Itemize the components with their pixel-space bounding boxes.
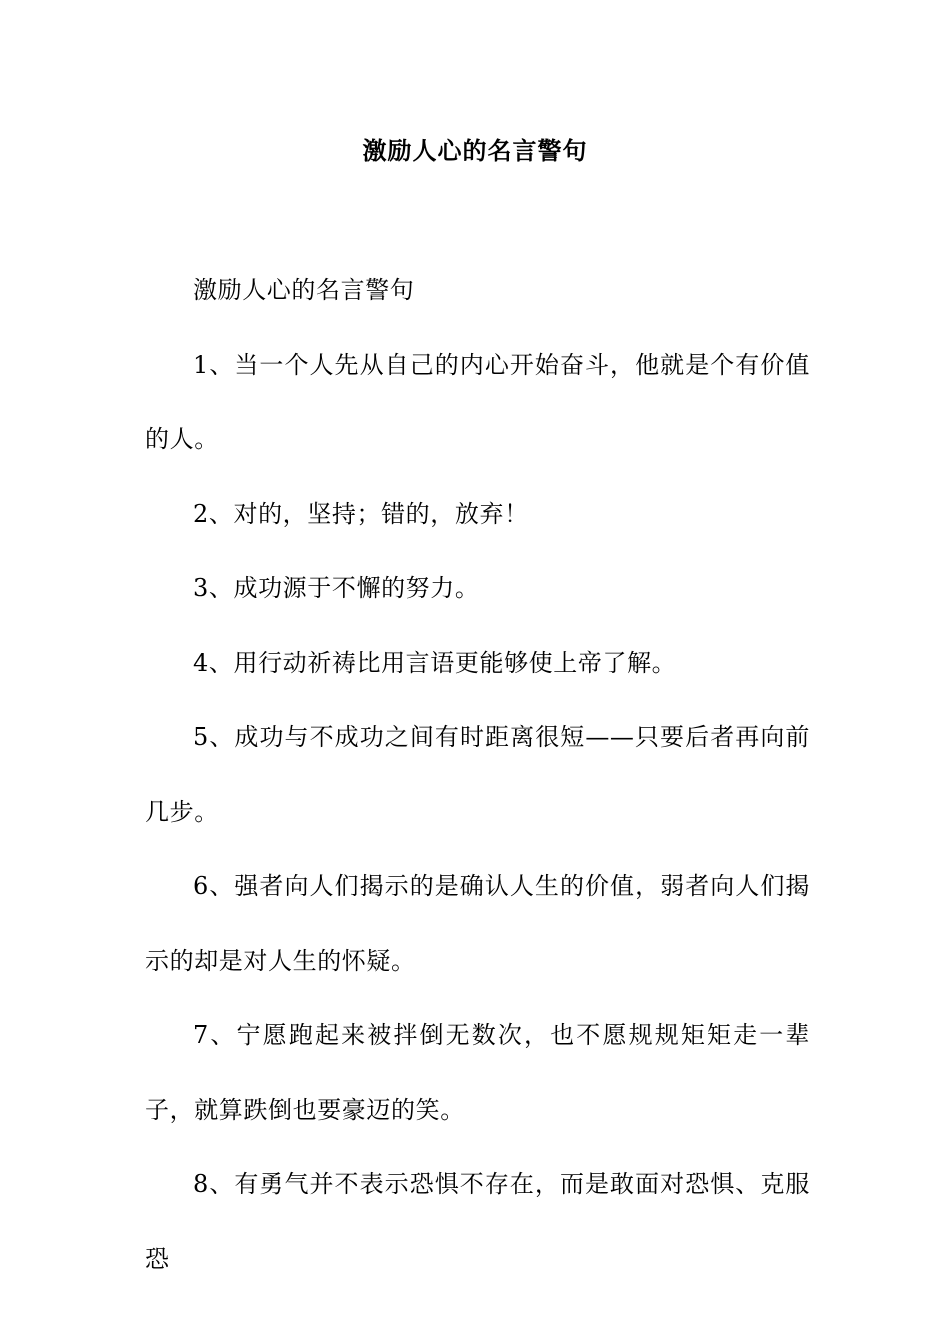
quote-paragraph-4: 4、用行动祈祷比用言语更能够使上帝了解。 <box>193 648 677 677</box>
quote-paragraph-2: 2、对的，坚持；错的，放弃！ <box>193 499 529 528</box>
quote-paragraph-7: 7、宁愿跑起来被拌倒无数次，也不愿规规矩矩走一辈子，就算跌倒也要豪迈的笑。 <box>145 1021 810 1124</box>
quote-paragraph-3: 3、成功源于不懈的努力。 <box>193 574 480 602</box>
paragraph-heading: 激励人心的名言警句 <box>193 276 415 304</box>
quote-paragraph-8: 8、有勇气并不表示恐惧不存在，而是敢面对恐惧、克服恐 <box>145 1170 810 1273</box>
quote-paragraph-6: 6、强者向人们揭示的是确认人生的价值，弱者向人们揭示的却是对人生的怀疑。 <box>145 872 810 975</box>
quote-paragraph-1: 1、当一个人先从自己的内心开始奋斗，他就是个有价值的人。 <box>145 350 810 453</box>
document-body <box>145 253 810 1296</box>
quote-paragraph-5: 5、成功与不成功之间有时距离很短——只要后者再向前几步。 <box>145 723 810 826</box>
document-title: 激励人心的名言警句 <box>362 136 588 165</box>
